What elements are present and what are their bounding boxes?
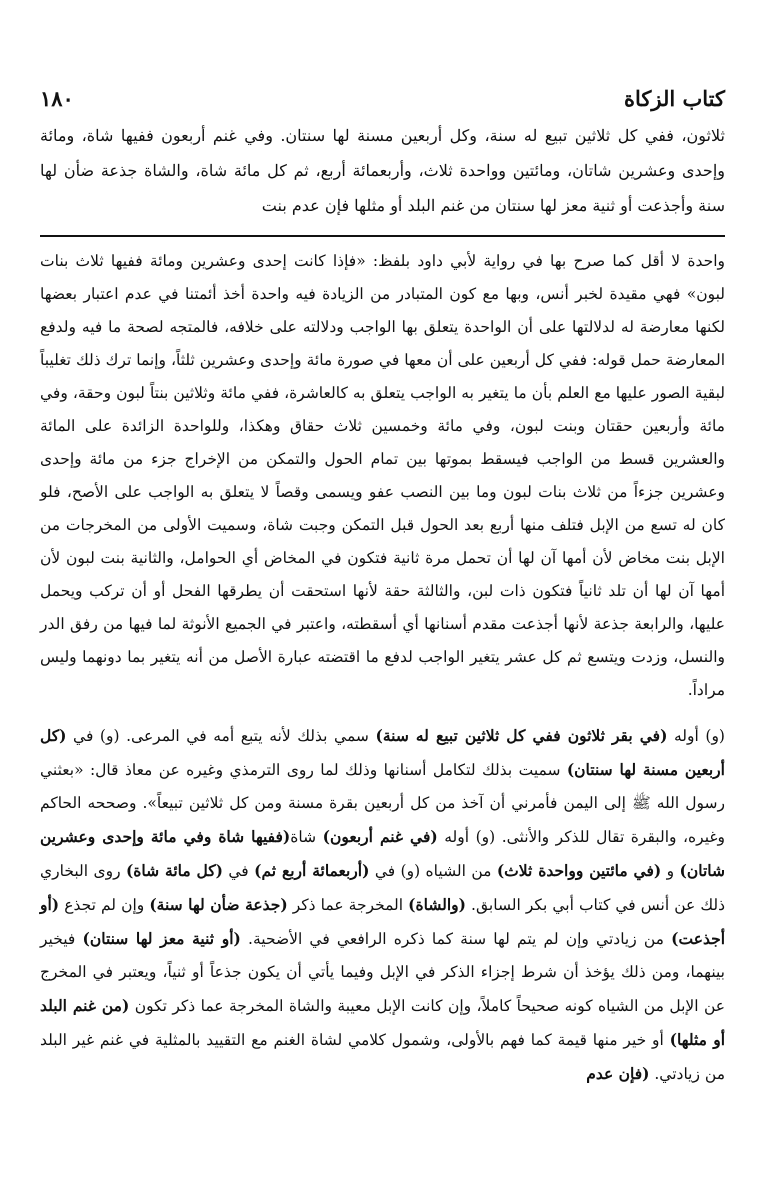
text-run: شاة — [290, 828, 323, 846]
matn-quote: (جذعة ضأن لها سنة) — [149, 895, 288, 914]
matn-quote: (في مائتين وواحدة ثلاث) — [496, 861, 662, 880]
matn-quote: (من غنم البلد أو مثلها) — [40, 996, 726, 1049]
matn-quote: (أو أجذعت) — [40, 895, 725, 948]
matn-quote: (ففيها شاة وفي مائة وإحدى وعشرين شاتان) — [40, 827, 725, 880]
page-number: ١٨٠ — [40, 86, 74, 111]
matn-quote: (في غنم أربعون) — [322, 827, 438, 846]
page-header — [40, 80, 725, 118]
matn-quote: (كل أربعين مسنة لها سنتان) — [40, 726, 725, 779]
matn-quote: (فإن عدم — [586, 1064, 650, 1083]
main-text — [40, 118, 725, 223]
matn-quote: (في بقر ثلاثون ففي كل ثلاثين تبيع له سنة) — [375, 726, 668, 745]
matn-quote: (أو ثنية معز لها سنتان) — [82, 929, 241, 948]
commentary — [40, 245, 725, 1091]
commentary-paragraph-2 — [40, 719, 725, 1091]
separator-rule — [40, 235, 725, 237]
text-run: روى البخاري ذلك عن أنس في كتاب أبي بكر السابق. — [40, 862, 726, 914]
matn-quote: (والشاة) — [408, 895, 466, 914]
book-page — [40, 80, 725, 1140]
text-run: من الشياه (و) في — [369, 862, 497, 880]
text-run: المخرجة عما ذكر — [287, 896, 409, 914]
matn-quote: (أربعمائة أربع ثم) — [254, 861, 370, 880]
text-run: سميت بذلك لتكامل أسنانها وذلك لما روى الترمذي وغيره عن معاذ قال: «بعثني رسول الله ﷺ إلى اليمن فأمرني أن آخذ من كل أربعين بقرة مسنة ومن كل ثلاثين تبيعاً». وصححه الحاكم وغيره، والبقرة تقال للذكر والأنثى. (و) أوله — [40, 761, 725, 846]
matn-quote: (كل مائة شاة) — [125, 861, 223, 880]
text-run: أو خير منها قيمة كما فهم بالأولى، وشمول كلامي لشاة الغنم مع التقييد بالمثلية في غنم غير البلد من زيادتي. — [40, 1031, 725, 1083]
text-run: فيخير بينهما، ومن ذلك يؤخذ أن شرط إجزاء الذكر في الإبل وفيما يأتي أن يكون جذعاً أو ثنياً، ويعتبر في المخرج عن الإبل من الشياه كونه صحيحاً كاملاً، وإن كانت الإبل معيبة والشاة المخرجة عما ذكر تكون — [40, 930, 725, 1015]
text-run: (و) أوله — [667, 727, 725, 745]
text-run: سمي بذلك لأنه يتبع أمه في المرعى. (و) في — [66, 727, 376, 745]
main-text-paragraph: ثلاثون، ففي كل ثلاثين تبيع له سنة، وكل أربعين مسنة لها سنتان. وفي غنم أربعون ففيها شاة، ومائة وإحدى وعشرين شاتان، ومائتين وواحدة ثلاث، وأربعمائة أربع، ثم كل مائة شاة، والشاة جذعة ضأن لها سنة وأجذعت أو ثنية معز لها سنتان من غنم البلد أو مثلها فإن عدم بنت — [40, 126, 725, 215]
text-run: من زيادتي وإن لم يتم لها سنة كما ذكره الرافعي في الأضحية. — [240, 930, 672, 948]
text-run: وإن لم تجذع — [59, 896, 150, 914]
text-run: و — [661, 862, 680, 880]
text-run: في — [222, 862, 255, 880]
commentary-paragraph-1: واحدة لا أقل كما صرح بها في رواية لأبي داود بلفظ: «فإذا كانت إحدى وعشرين ومائة ففيها ثلاث بنات لبون» فهي مقيدة لخبر أنس، وبها مع كون المتبادر من الزيادة فيه واحدة أخذ أئمتنا في عدم اعتبار بعضها لكنها معارضة له لدلالتها على أن الواحدة يتعلق بها الواجب ودلالته على خلافه، فالمتجه لصحة ما فيه ولدفع المعارضة حمل قوله: ففي كل أربعين على أن معها في صورة مائة وإحدى وعشرين ثلثاً، وإنما ترك ذلك تغليباً لبقية الصور عليها مع العلم بأن ما يتغير به الواجب يتعلق به كالعاشرة، ففي مائة وثلاثين بنتاً لبون وحقة، وفي مائة وأربعين حقتان وبنت لبون، وفي مائة وخمسين ثلاث حقاق وهكذا، وللواحدة الزائدة على المائة والعشرين قسط من الواجب فيسقط بموتها بين تمام الحول والتمكن من الإخراج جزء من مائة وإحدى وعشرين جزءاً من ثلاث بنات لبون وما بين النصب عفو ويسمى وقصاً لا يتعلق به الواجب على الأصح، فلو كان له تسع من الإبل فتلف منها أربع بعد الحول قبل التمكن وجبت شاة، وسميت الأولى من المخرجات من الإبل بنت مخاض لأن أمها آن لها أن تحمل مرة ثانية فتكون في المخاض أي الحوامل، والثانية بنت لبون لأن أمها آن لها أن تلد ثانياً فتكون ذات لبن، والثالثة حقة لأنها استحقت أن يطرقها الفحل أو أن تركب ويحمل عليها، والرابعة جذعة لأنها أجذعت مقدم أسنانها أي أسقطته، واعتبر في الجميع الأنوثة لما فيها من رفق الدر والنسل، وزدت ويتسع ثم كل عشر يتغير الواجب لدفع ما اقتضته عبارة الأصل من أنه يتغير بما دونهما وليس مراداً. — [40, 252, 726, 699]
chapter-title: كتاب الزكاة — [623, 86, 725, 111]
